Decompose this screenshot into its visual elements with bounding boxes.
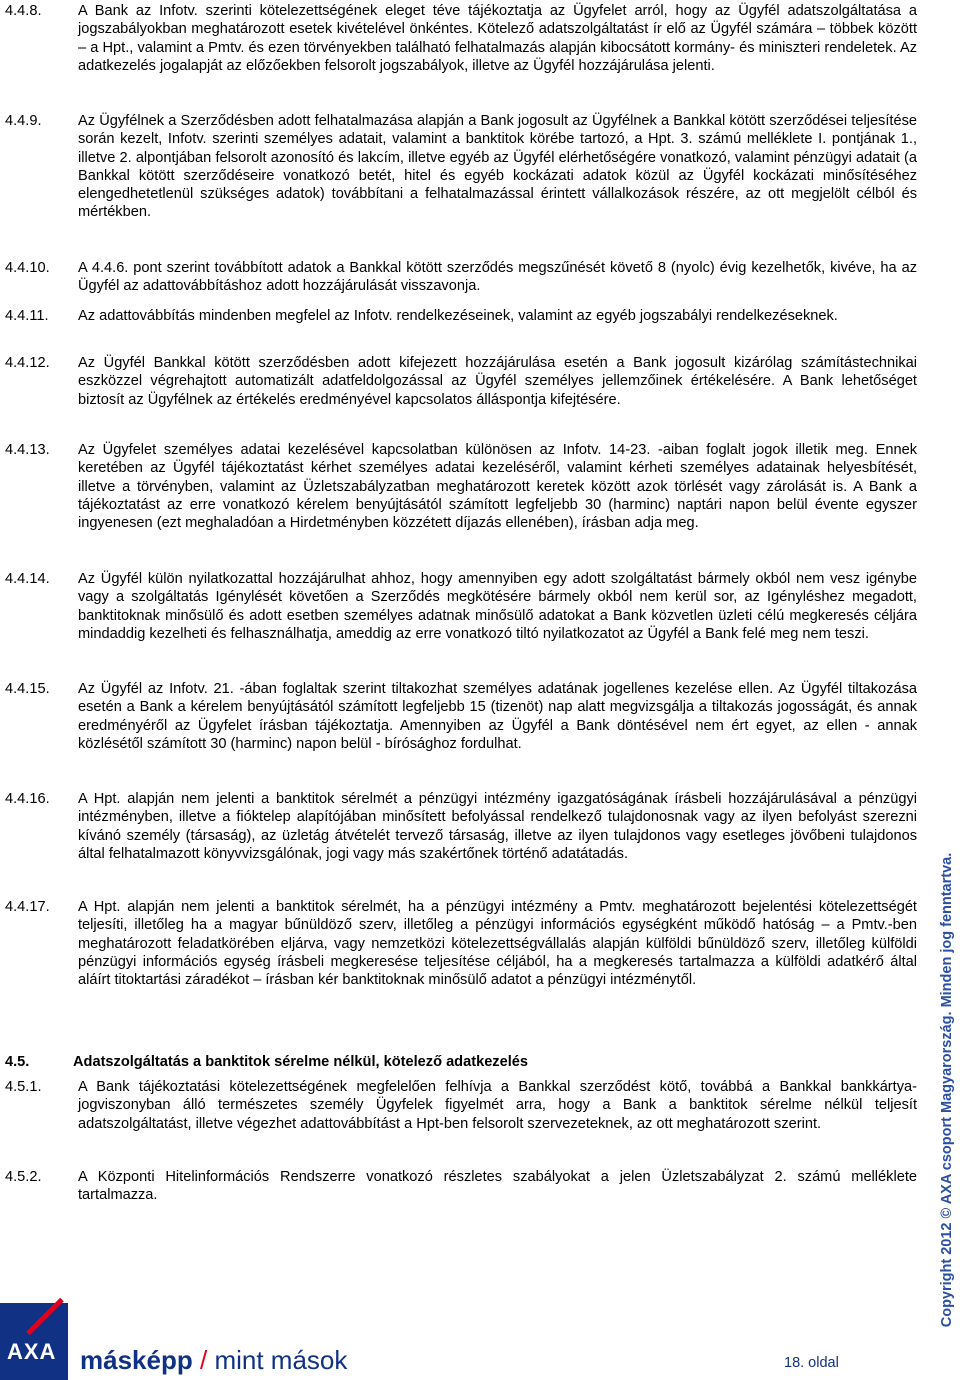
paragraph-number: 4.5.1. (5, 1079, 42, 1095)
axa-logo-text: AXA (7, 1339, 57, 1364)
paragraph-text: Az Ügyfélnek a Szerződésben adott felhatalmazása alapján a Bank jogosult az Ügyfélnek a Bankkal kötött szerződései teljesítése során kezelt, Infotv. szerinti személyes adatait, valamint a banktitok körébe tartozó, a Hpt. 3. számú melléklete I. pontjának 1., illetve 2. alpontjában felsorolt azonosító és lakcím, illetve egyéb az Ügyfél elérhetőségére vonatkozó, valamint pénzügyi adatait (a Bankkal kötött szerződéseire vonatkozó betét, hitel és egyéb kockázati adatok közül az Ügyfél kockázati minősítéséhez elengedhetetlenül szükséges adatok) továbbítani a felhatalmazással érintett vállalkozások részére, az ott megjelölt célból és mértékben. (78, 113, 917, 221)
paragraph-text: A Bank az Infotv. szerinti kötelezettségének eleget téve tájékoztatja az Ügyfelet arról, hogy az Ügyfél adatszolgáltatása a jogszabályokban meghatározott esetek kivételével önkéntes. Kötelező adatszolgáltatást ír elő az Ügyfél számára – többek között – a Hpt., valamint a Pmtv. és ezen törvényekben található felhatalmazás alapján kibocsátott kormány- és miniszteri rendeletek. Az adatkezelés jogalapját az előzőekben felsorolt jogszabályok, illetve az Ügyfél hozzájárulása jelenti. (78, 3, 917, 74)
slogan-rest: mint mások (214, 1345, 348, 1375)
paragraph-number: 4.4.11. (5, 308, 49, 324)
axa-logo-slash (26, 1298, 63, 1335)
paragraph-text: A Hpt. alapján nem jelenti a banktitok sérelmét, ha a pénzügyi intézmény a Pmtv. meghatározott bejelentési kötelezettségét teljesíti, illetőleg ha a magyar bűnüldöző szerv, illetőleg a pénzügyi információs egységként működő hatóság – a Pmtv.-ben meghatározott feladatkörében eljárva, vagy nemzetközi kötelezettségvállalás alapján külföldi bűnüldöző szerv, illetőleg külföldi pénzügyi információs egység írásbeli megkeresése teljesítése céljából, ha a megkeresés tartalmazza a külföldi adatkérő által aláírt titoktartási záradékot – írásban kér banktitoknak minősülő adatot a pénzügyi intézménytől. (78, 899, 917, 989)
copyright-text: Copyright 2012 © AXA csoport Magyarország. Minden jog fenntartva. (939, 852, 955, 1328)
paragraph-number: 4.4.12. (5, 355, 50, 371)
paragraph-number: 4.4.13. (5, 442, 50, 458)
paragraph-text: Az Ügyfél külön nyilatkozattal hozzájárulhat ahhoz, hogy amennyiben egy adott szolgáltatást bármely okból nem vesz igénybe vagy a szolgáltatás Igénylését követően a Szerződés megkötésére bármely okból nem kerül sor, az Igényléshez megadott, banktitoknak minősülő és adott esetben személyes adatnak minősülő adatokat a Bank közvetlen üzleti célú megkeresés céljára mindaddig kezelheti és felhasználhatja, ameddig az erre vonatkozó tiltó nyilatkozatot az Ügyfél a Bank felé meg nem teszi. (78, 571, 917, 642)
slogan-separator: / (199, 1345, 208, 1375)
paragraph-number: 4.4.14. (5, 571, 50, 587)
paragraph-number: 4.4.15. (5, 681, 50, 697)
paragraph-text: A 4.4.6. pont szerint továbbított adatok a Bankkal kötött szerződés megszűnését követő 8 (nyolc) évig kezelhetők, kivéve, ha az Ügyfél az adattovábbításhoz adott hozzájárulását visszavonja. (78, 260, 917, 295)
copyright-sidebar (932, 850, 960, 1330)
paragraph-text: A Hpt. alapján nem jelenti a banktitok sérelmét a pénzügyi intézmény igazgatóságának írásbeli hozzájárulásával a pénzügyi intézményben, illetve a fióktelep alapítójában minősített befolyással rendelkező tulajdonosnak vagy az ilyen befolyást szerezni kívánó személy (társaság), az üzletág átvételét tervező társaság, illetve az ilyen tulajdonos vagy esetleges jövőbeni tulajdonos által felhatalmazott könyvvizsgálónak, jogi vagy más szakértőnek történő adatátadás. (78, 791, 917, 862)
paragraph-number: 4.4.9. (5, 113, 42, 129)
paragraph-text: A Bank tájékoztatási kötelezettségének megfelelően felhívja a Bankkal szerződést kötő, továbbá a Bankkal bankkártya-jogviszonyban álló természetes személy Ügyfelek figyelmét arra, hogy a Bank a banktitok sérelme nélkül teljesít adatszolgáltatást, illetve végezhet adattovábbítást a Hpt-ben felsorolt szervezeteknek, az ott meghatározott szerint. (78, 1079, 917, 1132)
section-title: Adatszolgáltatás a banktitok sérelme nélkül, kötelező adatkezelés (73, 1054, 529, 1070)
paragraph-text: Az Ügyfelet személyes adatai kezelésével kapcsolatban különösen az Infotv. 14-23. -aiban foglalt jogok illetik meg. Ennek keretében az Ügyfél tájékoztatást kérhet személyes adatai kezeléséről, valamint kérheti személyes adatainak helyesbítését, illetve a törvényben, valamint az Üzletszabályzatban meghatározott keretek között azok törlését vagy zárolását is. A Bank a tájékoztatást az erre vonatkozó kérelem benyújtásától számított legfeljebb 30 (harminc) naptári napon belül évente egyszer ingyenesen (ezt meghaladóan a Hirdetményben közzétett díjazás ellenében), írásban adja meg. (78, 442, 917, 532)
paragraph-number: 4.4.10. (5, 260, 50, 276)
paragraph-number: 4.5.2. (5, 1169, 42, 1185)
axa-logo (0, 1303, 68, 1380)
paragraph-number: 4.4.16. (5, 791, 50, 807)
footer-brand (0, 1303, 520, 1380)
brand-slogan (80, 1345, 347, 1376)
section-number: 4.5. (5, 1054, 30, 1070)
page-number: 18. oldal (784, 1355, 839, 1371)
paragraph-text: Az Ügyfél Bankkal kötött szerződésben adott kifejezett hozzájárulása esetén a Bank jogosult kizárólag számítástechnikai eszközzel végrehajtott automatizált adatfeldolgozással az Ügyfél személyes jellemzőinek értékelésére. A Bank lehetőséget biztosít az Ügyfélnek az értékelés eredményével kapcsolatos álláspontja kifejtésére. (78, 355, 917, 408)
paragraph-number: 4.4.8. (5, 3, 42, 19)
paragraph-text: Az Ügyfél az Infotv. 21. -ában foglaltak szerint tiltakozhat személyes adatának jogellenes kezelése ellen. Az Ügyfél tiltakozása esetén a Bank a kérelem benyújtásától számított legfeljebb 15 (tizenöt) nap alatt megvizsgálja a tiltakozás jogosságát, és annak eredményéről az Ügyfelet írásban tájékoztatja. Amennyiben az Ügyfél a Bank döntésével nem ért egyet, az ellen - annak közlésétől számított 30 (harminc) napon belül - bírósághoz fordulhat. (78, 681, 917, 752)
paragraph-number: 4.4.17. (5, 899, 50, 915)
paragraph-text: A Központi Hitelinformációs Rendszerre vonatkozó részletes szabályokat a jelen Üzletszabályzat 2. számú melléklete tartalmazza. (78, 1169, 917, 1204)
slogan-bold: másképp (80, 1345, 193, 1375)
paragraph-text: Az adattovábbítás mindenben megfelel az Infotv. rendelkezéseinek, valamint az egyéb jogszabályi rendelkezéseknek. (78, 308, 838, 324)
